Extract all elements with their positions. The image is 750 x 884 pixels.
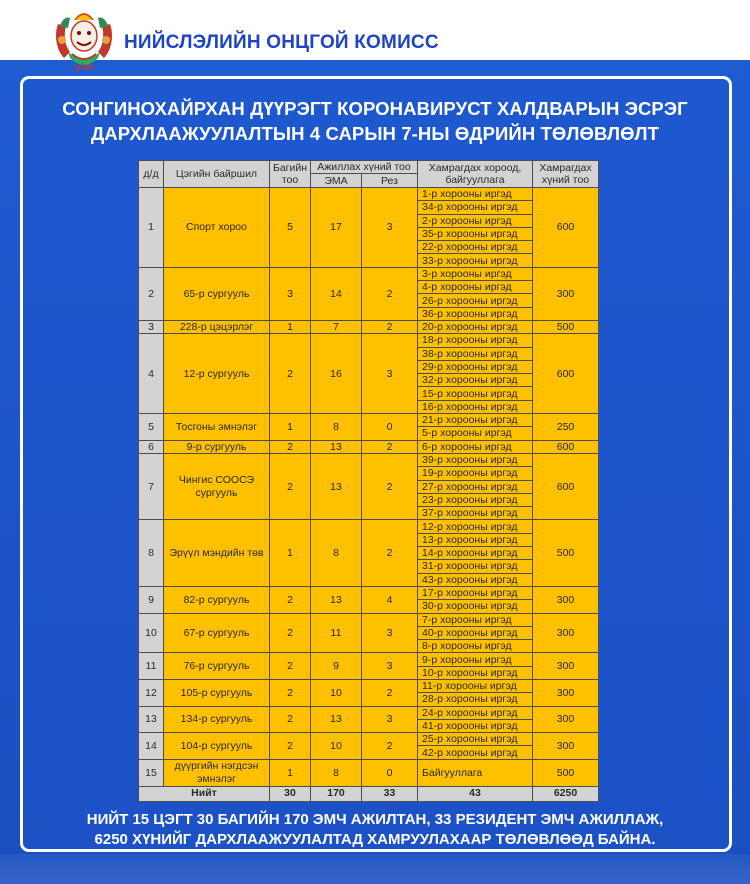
row-people: 300 xyxy=(533,586,599,613)
row-doctors: 10 xyxy=(311,733,362,760)
row-residents: 3 xyxy=(362,188,418,268)
row-teams: 2 xyxy=(270,733,311,760)
header-teams xyxy=(270,161,311,188)
header-staff-group: Ажиллах хүний тоо xyxy=(311,161,418,174)
row-doctors: 17 xyxy=(311,188,362,268)
row-coverage-area: 15-р хорооны иргэд xyxy=(418,387,533,400)
header-coverage-line-1: Хамрагдах хороод, xyxy=(428,162,522,174)
headline-line-1: СОНГИНОХАЙРХАН ДҮҮРЭГТ КОРОНАВИРУСТ ХАЛДВАРЫН ЭСРЭГ xyxy=(62,98,688,119)
row-people: 300 xyxy=(533,706,599,733)
row-residents: 2 xyxy=(362,520,418,586)
row-residents: 3 xyxy=(362,613,418,653)
row-residents: 4 xyxy=(362,586,418,613)
total-teams: 30 xyxy=(270,786,311,801)
header-teams-line-2: тоо xyxy=(281,174,299,186)
row-number: 6 xyxy=(139,440,164,453)
header-residents: Рез xyxy=(362,174,418,188)
row-location: 228-р цэцэрлэг xyxy=(164,320,270,333)
row-doctors: 13 xyxy=(311,440,362,453)
row-doctors: 8 xyxy=(311,759,362,786)
row-residents: 2 xyxy=(362,733,418,760)
row-coverage-area: 8-р хорооны иргэд xyxy=(418,640,533,653)
row-coverage-area: 9-р хорооны иргэд xyxy=(418,653,533,666)
row-location: Эрүүл мэндийн төв xyxy=(164,520,270,586)
row-people: 600 xyxy=(533,440,599,453)
row-teams: 2 xyxy=(270,334,311,414)
row-teams: 2 xyxy=(270,440,311,453)
row-doctors: 9 xyxy=(311,653,362,680)
row-people: 300 xyxy=(533,653,599,680)
row-doctors: 11 xyxy=(311,613,362,653)
row-number: 1 xyxy=(139,188,164,268)
row-coverage-area: 4-р хорооны иргэд xyxy=(418,281,533,294)
row-coverage-area: 14-р хорооны иргэд xyxy=(418,547,533,560)
row-location: 67-р сургууль xyxy=(164,613,270,653)
row-teams: 3 xyxy=(270,267,311,320)
row-people: 500 xyxy=(533,759,599,786)
row-coverage-area: 23-р хорооны иргэд xyxy=(418,493,533,506)
row-people: 600 xyxy=(533,188,599,268)
row-location: Чингис СООСЭ сургууль xyxy=(164,453,270,519)
row-coverage-area: 36-р хорооны иргэд xyxy=(418,307,533,320)
table-row xyxy=(139,733,599,746)
row-coverage-area: 40-р хорооны иргэд xyxy=(418,626,533,639)
row-number: 5 xyxy=(139,414,164,441)
row-teams: 2 xyxy=(270,706,311,733)
row-people: 300 xyxy=(533,733,599,760)
row-number: 15 xyxy=(139,759,164,786)
row-teams: 2 xyxy=(270,586,311,613)
coat-of-arms-icon xyxy=(52,6,116,74)
row-coverage-area: 42-р хорооны иргэд xyxy=(418,746,533,759)
row-coverage-area: 32-р хорооны иргэд xyxy=(418,374,533,387)
row-coverage-area: 24-р хорооны иргэд xyxy=(418,706,533,719)
table-total-row xyxy=(139,786,599,801)
row-teams: 5 xyxy=(270,188,311,268)
header-coverage xyxy=(418,161,533,188)
row-coverage-area: 5-р хорооны иргэд xyxy=(418,427,533,440)
row-coverage-area: 16-р хорооны иргэд xyxy=(418,400,533,413)
row-location: 104-р сургууль xyxy=(164,733,270,760)
row-coverage-area: 25-р хорооны иргэд xyxy=(418,733,533,746)
table-row xyxy=(139,653,599,666)
table-row xyxy=(139,586,599,599)
headline-line-2: ДАРХЛААЖУУЛАЛТЫН 4 САРЫН 7-НЫ ӨДРИЙН ТӨЛӨВЛӨЛТ xyxy=(90,123,660,144)
row-doctors: 13 xyxy=(311,586,362,613)
row-coverage-area: 17-р хорооны иргэд xyxy=(418,586,533,599)
row-teams: 2 xyxy=(270,453,311,519)
total-label: Нийт xyxy=(139,786,270,801)
row-people: 500 xyxy=(533,520,599,586)
row-coverage-area: 11-р хорооны иргэд xyxy=(418,679,533,692)
row-residents: 2 xyxy=(362,679,418,706)
headline xyxy=(0,96,750,146)
row-location: 65-р сургууль xyxy=(164,267,270,320)
row-location: 134-р сургууль xyxy=(164,706,270,733)
row-coverage-area: 18-р хорооны иргэд xyxy=(418,334,533,347)
row-number: 2 xyxy=(139,267,164,320)
row-coverage-area: 26-р хорооны иргэд xyxy=(418,294,533,307)
table-row xyxy=(139,613,599,626)
row-teams: 1 xyxy=(270,320,311,333)
row-people: 250 xyxy=(533,414,599,441)
table-row xyxy=(139,188,599,201)
row-teams: 2 xyxy=(270,653,311,680)
row-teams: 1 xyxy=(270,759,311,786)
summary-line-2: 6250 ХҮНИЙГ ДАРХЛААЖУУЛАЛТАД ХАМРУУЛАХААР ТӨЛӨВЛӨӨД БАЙНА. xyxy=(94,831,656,848)
summary-text xyxy=(0,810,750,850)
vaccination-plan-table xyxy=(138,160,599,802)
row-number: 4 xyxy=(139,334,164,414)
row-coverage-area: 43-р хорооны иргэд xyxy=(418,573,533,586)
total-doctors: 170 xyxy=(311,786,362,801)
row-doctors: 13 xyxy=(311,706,362,733)
row-residents: 2 xyxy=(362,320,418,333)
row-people: 300 xyxy=(533,679,599,706)
row-location: 105-р сургууль xyxy=(164,679,270,706)
row-doctors: 10 xyxy=(311,679,362,706)
row-coverage-area: 37-р хорооны иргэд xyxy=(418,507,533,520)
row-doctors: 13 xyxy=(311,453,362,519)
row-doctors: 8 xyxy=(311,520,362,586)
row-residents: 0 xyxy=(362,414,418,441)
row-people: 500 xyxy=(533,320,599,333)
row-coverage-area: 29-р хорооны иргэд xyxy=(418,360,533,373)
row-residents: 2 xyxy=(362,440,418,453)
header-people-line-1: Хамрагдах xyxy=(539,162,592,174)
header-num: д/д xyxy=(139,161,164,188)
row-number: 13 xyxy=(139,706,164,733)
table-row xyxy=(139,334,599,347)
header-teams-line-1: Багийн xyxy=(272,162,308,174)
row-doctors: 14 xyxy=(311,267,362,320)
row-coverage-area: 6-р хорооны иргэд xyxy=(418,440,533,453)
table-row xyxy=(139,453,599,466)
table-row xyxy=(139,706,599,719)
row-residents: 3 xyxy=(362,334,418,414)
table-row xyxy=(139,414,599,427)
table-row xyxy=(139,679,599,692)
summary-line-1: НИЙТ 15 ЦЭГТ 30 БАГИЙН 170 ЭМЧ АЖИЛТАН, 33 РЕЗИДЕНТ ЭМЧ АЖИЛЛАЖ, xyxy=(86,811,664,828)
row-number: 14 xyxy=(139,733,164,760)
table-row xyxy=(139,320,599,333)
row-coverage-area: 2-р хорооны иргэд xyxy=(418,214,533,227)
row-residents: 2 xyxy=(362,453,418,519)
row-coverage-area: 35-р хорооны иргэд xyxy=(418,227,533,240)
organization-title: НИЙСЛЭЛИЙН ОНЦГОЙ КОМИСС xyxy=(124,32,439,53)
header-coverage-line-2: байгууллага xyxy=(445,174,505,186)
row-residents: 3 xyxy=(362,653,418,680)
table-row xyxy=(139,267,599,280)
row-coverage-area: Байгууллага xyxy=(418,759,533,786)
row-number: 8 xyxy=(139,520,164,586)
table-row xyxy=(139,759,599,786)
row-residents: 2 xyxy=(362,267,418,320)
total-people: 6250 xyxy=(533,786,599,801)
row-number: 11 xyxy=(139,653,164,680)
row-teams: 1 xyxy=(270,520,311,586)
table-body xyxy=(139,188,599,787)
row-coverage-area: 19-р хорооны иргэд xyxy=(418,467,533,480)
row-doctors: 16 xyxy=(311,334,362,414)
row-number: 10 xyxy=(139,613,164,653)
row-coverage-area: 28-р хорооны иргэд xyxy=(418,693,533,706)
row-location: 9-р сургууль xyxy=(164,440,270,453)
row-coverage-area: 12-р хорооны иргэд xyxy=(418,520,533,533)
row-location: Спорт хороо xyxy=(164,188,270,268)
row-location: дүүргийн нэгдсэн эмнэлэг xyxy=(164,759,270,786)
row-people: 600 xyxy=(533,453,599,519)
row-coverage-area: 1-р хорооны иргэд xyxy=(418,188,533,201)
row-coverage-area: 10-р хорооны иргэд xyxy=(418,666,533,679)
total-residents: 33 xyxy=(362,786,418,801)
row-doctors: 7 xyxy=(311,320,362,333)
row-coverage-area: 22-р хорооны иргэд xyxy=(418,241,533,254)
row-number: 7 xyxy=(139,453,164,519)
header-location: Цэгийн байршил xyxy=(164,161,270,188)
row-coverage-area: 33-р хорооны иргэд xyxy=(418,254,533,267)
row-coverage-area: 3-р хорооны иргэд xyxy=(418,267,533,280)
row-number: 9 xyxy=(139,586,164,613)
row-coverage-area: 20-р хорооны иргэд xyxy=(418,320,533,333)
row-location: 76-р сургууль xyxy=(164,653,270,680)
row-people: 600 xyxy=(533,334,599,414)
table-header-row xyxy=(139,161,599,174)
row-people: 300 xyxy=(533,613,599,653)
row-teams: 2 xyxy=(270,613,311,653)
row-coverage-area: 34-р хорооны иргэд xyxy=(418,201,533,214)
row-coverage-area: 7-р хорооны иргэд xyxy=(418,613,533,626)
row-coverage-area: 38-р хорооны иргэд xyxy=(418,347,533,360)
row-coverage-area: 41-р хорооны иргэд xyxy=(418,719,533,732)
row-doctors: 8 xyxy=(311,414,362,441)
total-areas: 43 xyxy=(418,786,533,801)
row-coverage-area: 30-р хорооны иргэд xyxy=(418,600,533,613)
row-people: 300 xyxy=(533,267,599,320)
row-number: 12 xyxy=(139,679,164,706)
row-coverage-area: 21-р хорооны иргэд xyxy=(418,414,533,427)
row-teams: 1 xyxy=(270,414,311,441)
row-coverage-area: 39-р хорооны иргэд xyxy=(418,453,533,466)
header-people xyxy=(533,161,599,188)
row-number: 3 xyxy=(139,320,164,333)
row-teams: 2 xyxy=(270,679,311,706)
table-row xyxy=(139,520,599,533)
table-row xyxy=(139,440,599,453)
row-coverage-area: 31-р хорооны иргэд xyxy=(418,560,533,573)
row-coverage-area: 27-р хорооны иргэд xyxy=(418,480,533,493)
row-location: Тосгоны эмнэлэг xyxy=(164,414,270,441)
header-people-line-2: хүний тоо xyxy=(541,174,590,186)
row-residents: 0 xyxy=(362,759,418,786)
row-coverage-area: 13-р хорооны иргэд xyxy=(418,533,533,546)
row-location: 82-р сургууль xyxy=(164,586,270,613)
row-residents: 3 xyxy=(362,706,418,733)
header-doctors: ЭМА xyxy=(311,174,362,188)
row-location: 12-р сургууль xyxy=(164,334,270,414)
